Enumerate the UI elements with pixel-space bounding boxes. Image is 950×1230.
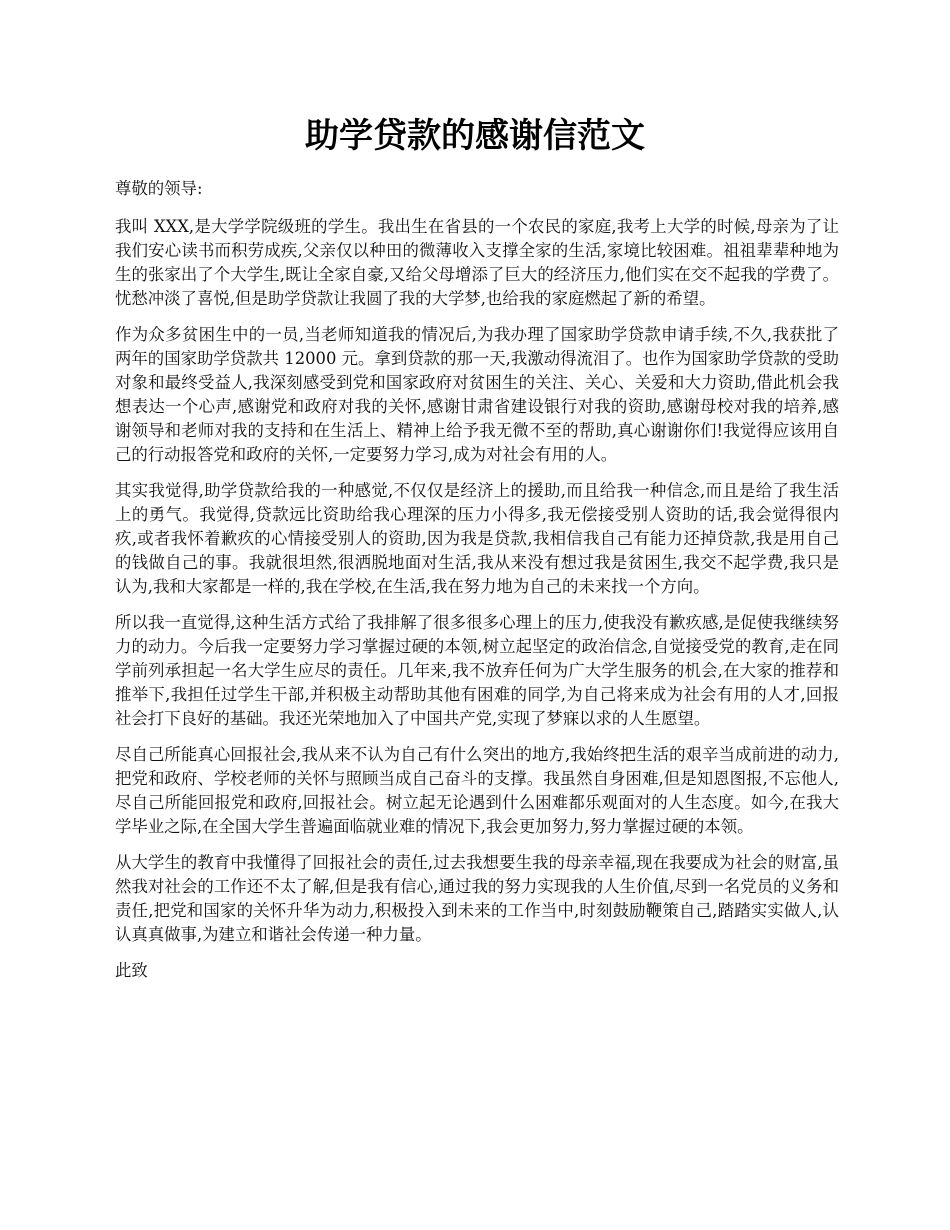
paragraph-3: 其实我觉得,助学贷款给我的一种感觉,不仅仅是经济上的援助,而且给我一种信念,而且是给了我生活上的勇气。我觉得,贷款远比资助给我心理深的压力小得多,我无偿接受别人资助的话,我会觉得很内疚,或者我怀着歉疚的心情接受别人的资助,因为我是贷款,我相信我自己有能力还掉贷款,我是用自己的钱做自己的事。我就很坦然,很洒脱地面对生活,我从来没有想过我是贫困生,我交不起学费,我只是认为,我和大家都是一样的,我在学校,在生活,我在努力地为自己的未来找一个方向。 bbox=[115, 481, 839, 596]
paragraph-4: 所以我一直觉得,这种生活方式给了我排解了很多很多心理上的压力,使我没有歉疚感,是促使我继续努力的动力。今后我一定要努力学习掌握过硬的本领,树立起坚定的政治信念,自觉接受党的教育,走在同学前列承担起一名大学生应尽的责任。几年来,我不放弃任何为广大学生服务的机会,在大家的推荐和推举下,我担任过学生干部,并积极主动帮助其他有困难的同学,为自己将来成为社会有用的人才,回报社会打下良好的基础。我还光荣地加入了中国共产党,实现了梦寐以求的人生愿望。 bbox=[115, 613, 839, 728]
letter-body bbox=[115, 177, 839, 995]
paragraph-5: 尽自己所能真心回报社会,我从来不认为自己有什么突出的地方,我始终把生活的艰辛当成前进的动力,把党和政府、学校老师的关怀与照顾当成自己奋斗的支撑。我虽然自身困难,但是知恩图报,不忘他人,尽自己所能回报党和政府,回报社会。树立起无论遇到什么困难都乐观面对的人生态度。如今,在我大学毕业之际,在全国大学生普遍面临就业难的情况下,我会更加努力,努力掌握过硬的本领。 bbox=[115, 745, 839, 836]
salutation: 尊敬的领导: bbox=[115, 179, 203, 198]
paragraph-1: 我叫 XXX,是大学学院级班的学生。我出生在省县的一个农民的家庭,我考上大学的时候,母亲为了让我们安心读书而积劳成疾,父亲仅以种田的微薄收入支撑全家的生活,家境比较困难。祖祖辈辈种地为生的张家出了个大学生,既让全家自豪,又给父母增添了巨大的经济压力,他们实在交不起我的学费了。忧愁冲淡了喜悦,但是助学贷款让我圆了我的大学梦,也给我的家庭燃起了新的希望。 bbox=[115, 217, 839, 308]
page-title: 助学贷款的感谢信范文 bbox=[305, 116, 645, 156]
closing: 此致 bbox=[115, 961, 148, 980]
paragraph-2: 作为众多贫困生中的一员,当老师知道我的情况后,为我办理了国家助学贷款申请手续,不久,我获批了两年的国家助学贷款共 12000 元。拿到贷款的那一天,我激动得流泪了。也作为国家助学贷款的受助对象和最终受益人,我深刻感受到党和国家政府对贫困生的关注、关心、关爱和大力资助,借此机会我想表达一个心声,感谢党和政府对我的关怀,感谢甘肃省建设银行对我的资助,感谢母校对我的培养,感谢领导和老师对我的支持和在生活上、精神上给予我无微不至的帮助,真心谢谢你们!我觉得应该用自己的行动报答党和政府的关怀,一定要努力学习,成为对社会有用的人。 bbox=[115, 325, 839, 464]
paragraph-6: 从大学生的教育中我懂得了回报社会的责任,过去我想要生我的母亲幸福,现在我要成为社会的财富,虽然我对社会的工作还不太了解,但是我有信心,通过我的努力实现我的人生价值,尽到一名党员的义务和责任,把党和国家的关怀升华为动力,积极投入到未来的工作当中,时刻鼓励鞭策自己,踏踏实实做人,认认真真做事,为建立和谐社会传递一种力量。 bbox=[115, 853, 839, 944]
